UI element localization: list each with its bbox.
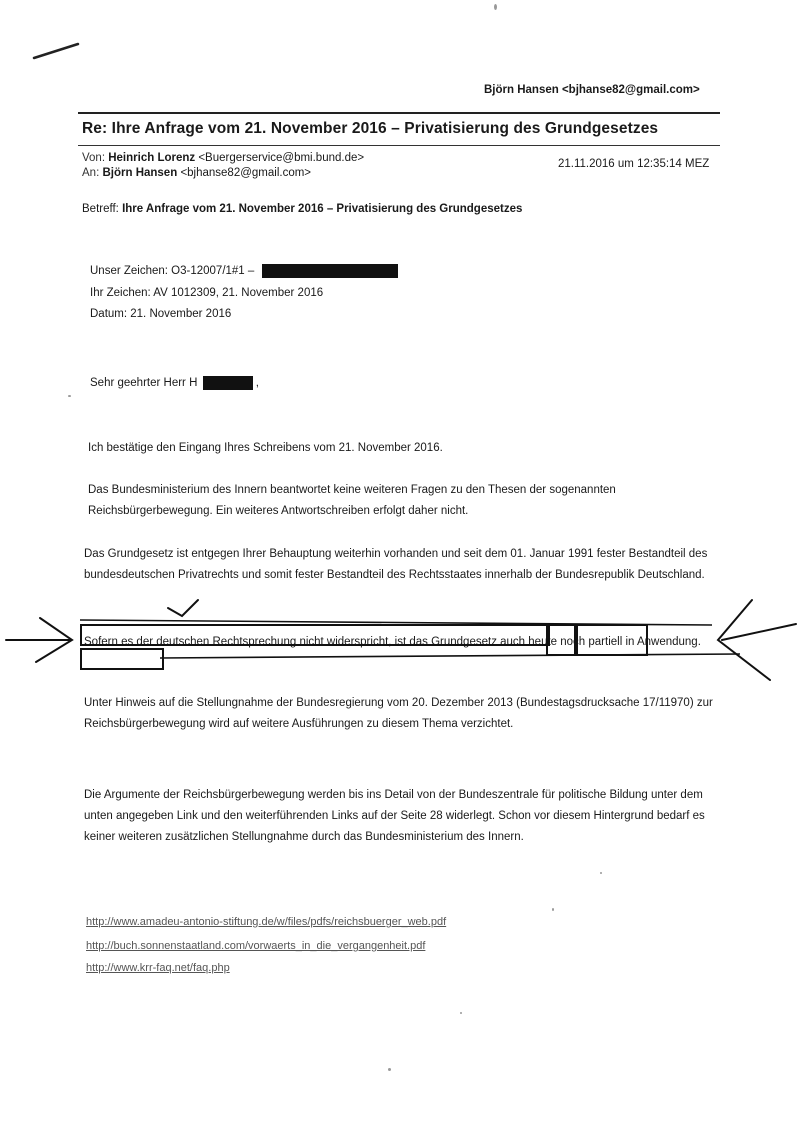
betreff-line <box>82 203 522 215</box>
highlight-line-bottom <box>160 654 740 658</box>
scan-speck <box>552 908 554 911</box>
scan-speck <box>460 1012 462 1014</box>
highlight-box-anwendung <box>80 648 164 670</box>
salutation <box>90 376 259 390</box>
pen-stroke-top-left <box>34 44 78 58</box>
salutation-end: , <box>255 377 259 390</box>
header-recipient: Björn Hansen <bjhanse82@gmail.com> <box>484 84 700 96</box>
to-name: Björn Hansen <box>102 167 178 179</box>
redaction-bar <box>262 264 398 278</box>
checkmark-icon <box>168 600 198 616</box>
from-name: Heinrich Lorenz <box>108 152 196 164</box>
scan-speck <box>494 4 497 10</box>
paragraph-grundgesetz: Das Grundgesetz ist entgegen Ihrer Behauptung weiterhin vorhanden und seit dem 01. Januar 1991 fester Bestandteil des bundesdeutschen Privatrechts und somit fester Bestandteil des Rechtsstaates innerhalb der Bundesrepublik Deutschland. <box>84 548 708 581</box>
paragraph-no-further-answers: Das Bundesministerium des Innern beantwortet keine weiteren Fragen zu den Thesen der sogenannten Reichsbürgerbewegung. Ein weiteres Antwortschreiben erfolgt daher nicht. <box>88 484 616 517</box>
paragraph-argumente: Die Argumente der Reichsbürgerbewegung werden bis ins Detail von der Bundeszentrale für politische Bildung unter dem unten angegeben Link und den weiterführenden Links auf der Seite 28 widerlegt. Schon vor diesem Hintergrund bedarf es keiner weiteren zusätzlichen Stellungnahme durch das Bundesministerium des Innern. <box>84 789 705 843</box>
betreff-label: Betreff: <box>82 203 119 215</box>
scan-speck <box>68 395 71 397</box>
scan-speck <box>388 1068 391 1071</box>
reference-link[interactable]: http://buch.sonnenstaatland.com/vorwaerts_in_die_vergangenheit.pdf <box>86 940 426 952</box>
from-label: Von: <box>82 152 106 164</box>
unser-zeichen-line <box>90 264 398 278</box>
reference-link[interactable]: http://www.krr-faq.net/faq.php <box>86 962 230 974</box>
salutation-start: Sehr geehrter Herr H <box>90 377 198 390</box>
ihr-zeichen: Ihr Zeichen: AV 1012309, 21. November 2016 <box>90 287 324 299</box>
subject-divider <box>78 145 720 146</box>
paragraph-stellungnahme: Unter Hinweis auf die Stellungnahme der Bundesregierung vom 20. Dezember 2013 (Bundestagsdrucksache 17/11970) zur Reichsbürgerbewegung wird auf weitere Ausführungen zu diesem Thema verzichtet. <box>84 697 713 730</box>
from-line <box>82 152 364 164</box>
highlight-box-heute-noch <box>574 624 648 656</box>
left-arrow-icon <box>6 618 72 662</box>
to-label: An: <box>82 167 100 179</box>
reference-link[interactable]: http://www.amadeu-antonio-stiftung.de/w/files/pdfs/reichsbuerger_web.pdf <box>86 916 447 928</box>
email-datetime: 21.11.2016 um 12:35:14 MEZ <box>558 158 710 170</box>
from-email: <Buergerservice@bmi.bund.de> <box>198 152 365 164</box>
datum: Datum: 21. November 2016 <box>90 308 232 320</box>
scan-speck <box>600 872 602 874</box>
paragraph-confirmation: Ich bestätige den Eingang Ihres Schreibens vom 21. November 2016. <box>88 442 443 454</box>
betreff-value: Ihre Anfrage vom 21. November 2016 – Privatisierung des Grundgesetzes <box>122 203 523 215</box>
email-subject-title: Re: Ihre Anfrage vom 21. November 2016 – Privatisierung des Grundgesetzes <box>82 120 659 137</box>
unser-zeichen: Unser Zeichen: O3-12007/1#1 – <box>90 265 255 278</box>
to-line <box>82 167 311 179</box>
right-arrow-icon <box>718 600 796 680</box>
to-email: <bjhanse82@gmail.com> <box>180 167 312 179</box>
redaction-bar <box>203 376 253 390</box>
header-divider <box>78 112 720 114</box>
highlight-box-sentence <box>80 624 550 646</box>
paragraph-highlighted: Sofern es der deutschen Rechtsprechung nicht widerspricht, ist das Grundgesetz auch heute noch partiell in Anwendung. <box>84 636 701 648</box>
